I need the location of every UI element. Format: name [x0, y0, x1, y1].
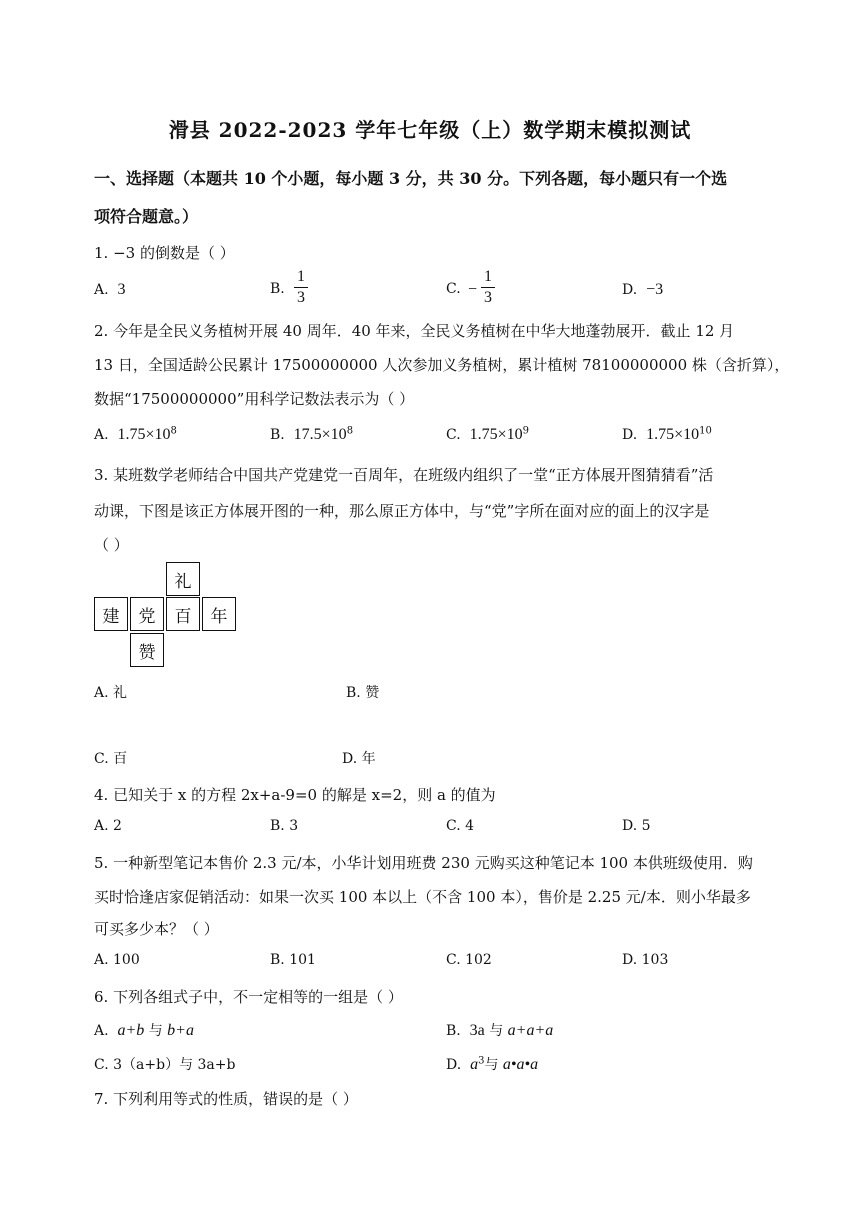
q4-option-b: B. 3 — [270, 818, 299, 834]
q6-option-d: D. $a^3$与 a•a•a — [446, 1055, 539, 1073]
q1-option-a: A. 3 — [94, 281, 126, 298]
q1-option-c-label: C. — [446, 281, 461, 297]
q4-option-c: C. 4 — [446, 818, 475, 834]
net-cell-top: 礼 — [166, 562, 200, 596]
q2-option-b: B. $17.5\times 10^8$ — [270, 425, 354, 443]
q2-option-d: D. $1.75\times 10^{10}$ — [622, 425, 712, 443]
q2-option-a: A. $1.75\times 10^8$ — [94, 425, 177, 443]
question-5-line-3: 可买多少本？（ ） — [94, 920, 219, 938]
q2-option-c: C. $1.75\times 10^9$ — [446, 425, 529, 443]
q3-option-d: D. 年 — [342, 751, 376, 767]
q6-option-a: A. a+b 与 b+a — [94, 1022, 194, 1039]
q5-option-a: A. 100 — [94, 952, 140, 968]
q1-option-c-fraction: 1 3 — [481, 268, 495, 307]
question-7-stem: 7. 下列利用等式的性质，错误的是（ ） — [94, 1090, 358, 1108]
q1-option-b-label: B. — [270, 281, 285, 297]
q6-option-c: C. 3（a+b）与 3a+b — [94, 1057, 236, 1073]
q6-option-b: B. 3a 与 a+a+a — [446, 1022, 554, 1039]
net-cell-3: 百 — [166, 597, 200, 631]
question-2-line-3: 数据“17500000000”用科学记数法表示为（ ） — [94, 390, 415, 408]
net-cell-bottom: 赞 — [130, 633, 164, 667]
q3-option-a: A. 礼 — [94, 685, 128, 701]
q5-option-d: D. 103 — [622, 952, 669, 968]
net-cell-4: 年 — [202, 597, 236, 631]
question-2-line-1: 2. 今年是全民义务植树开展 40 周年．40 年来，全民义务植树在中华大地蓬勃展开．截止 12 月 — [94, 322, 735, 340]
question-6-stem: 6. 下列各组式子中，不一定相等的一组是（ ） — [94, 988, 403, 1006]
q5-option-c: C. 102 — [446, 952, 492, 968]
question-3-line-1: 3. 某班数学老师结合中国共产党建党一百周年，在班级内组织了一堂“正方体展开图猜猜看”活 — [94, 466, 714, 484]
net-cell-2: 党 — [130, 597, 164, 631]
q5-option-b: B. 101 — [270, 952, 316, 968]
section-heading-cont: 项符合题意。） — [94, 207, 199, 226]
q1-option-d: D. −3 — [622, 281, 664, 298]
q4-option-a: A. 2 — [94, 818, 122, 834]
question-3-line-3: （ ） — [94, 536, 129, 554]
question-5-line-2: 买时恰逢店家促销活动：如果一次买 100 本以上（不含 100 本），售价是 2.25 元/本．则小华最多 — [94, 888, 751, 906]
section-heading: 一、选择题（本题共 10 个小题，每小题 3 分，共 30 分。下列各题，每小题只有一个选 — [94, 169, 728, 188]
question-1-stem: 1. −3 的倒数是（ ） — [94, 244, 235, 262]
q3-option-b: B. 赞 — [346, 685, 380, 701]
question-5-line-1: 5. 一种新型笔记本售价 2.3 元/本，小华计划用班费 230 元购买这种笔记本 100 本供班级使用．购 — [94, 854, 753, 872]
net-cell-1: 建 — [94, 597, 128, 631]
question-4-stem: 4. 已知关于 x 的方程 2x+a-9=0 的解是 x=2，则 a 的值为 — [94, 786, 496, 804]
question-2-line-2: 13 日，全国适龄公民累计 17500000000 人次参加义务植树，累计植树 78100000000 株（含折算）， — [94, 356, 790, 374]
page-title: 滑县 2022-2023 学年七年级（上）数学期末模拟测试 — [168, 118, 692, 142]
q3-option-c: C. 百 — [94, 751, 128, 767]
question-3-line-2: 动课，下图是该正方体展开图的一种，那么原正方体中，与“党”字所在面对应的面上的汉字是 — [94, 502, 710, 520]
q4-option-d: D. 5 — [622, 818, 651, 834]
q1-option-c-sign: − — [468, 281, 478, 298]
q1-option-b-fraction: 1 3 — [294, 268, 308, 307]
